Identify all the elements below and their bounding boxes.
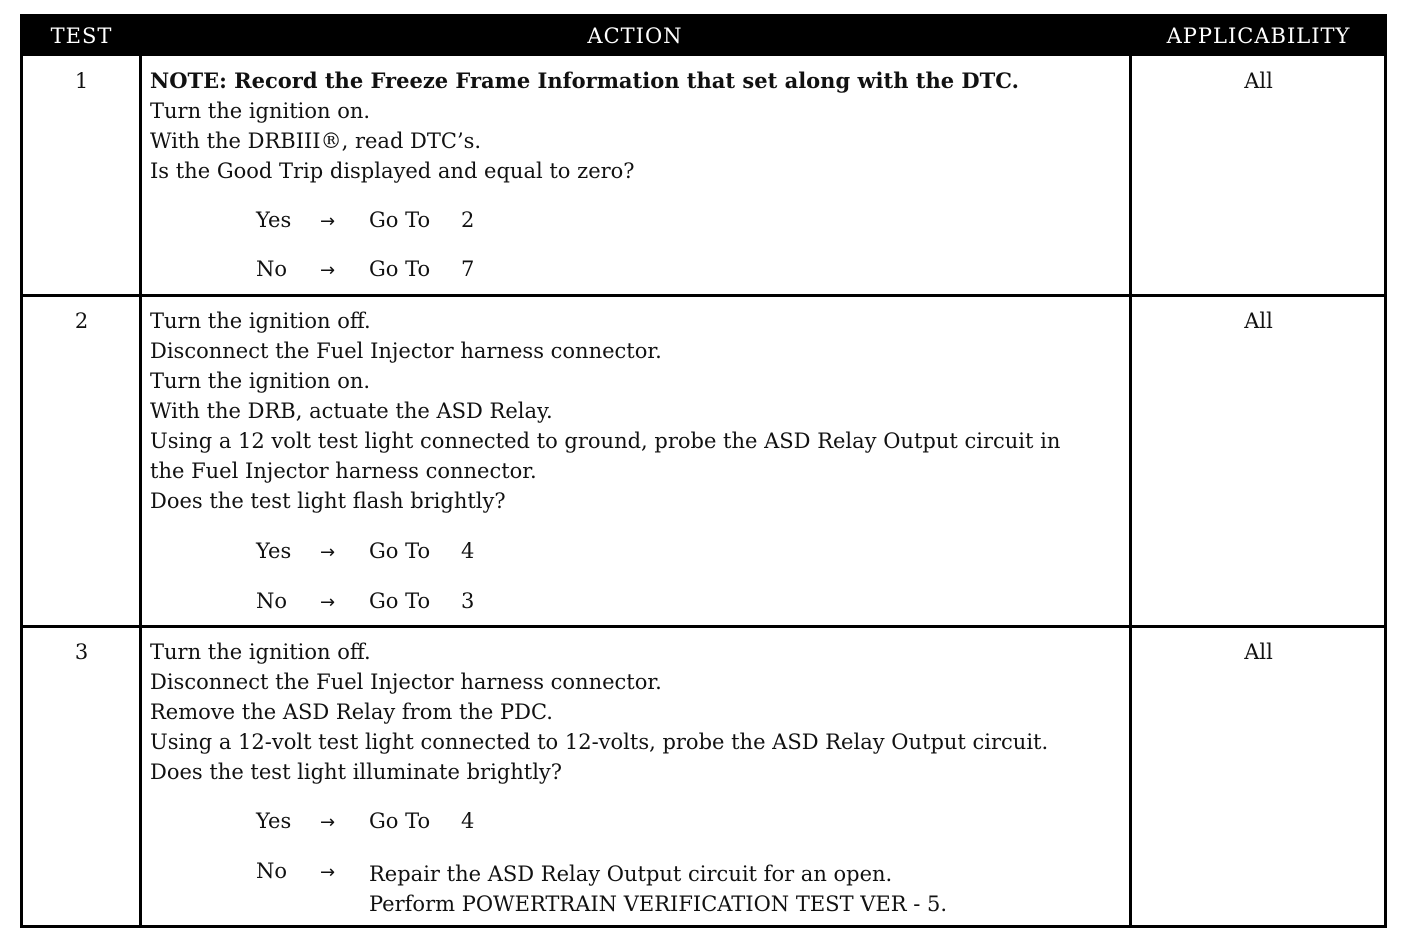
yes-branch [256,208,291,232]
table-header [23,17,1384,56]
goto-target: 7 [461,257,475,281]
arrow-icon: → [320,862,336,883]
yes-label: Yes [256,539,292,563]
arrow-icon: → [320,211,336,232]
arrow-icon: → [320,812,336,833]
step-line: Is the Good Trip displayed and equal to zero? [150,159,635,183]
goto-target: 2 [461,208,475,232]
goto-action: Go To [369,257,431,281]
applicability: All [1244,309,1273,333]
step-line: Using a 12 volt test light connected to ground, probe the ASD Relay Output circuit in [150,429,1061,453]
arrow-icon: → [320,592,336,613]
goto-target: 3 [461,589,475,613]
row-divider [23,294,1384,297]
header-action: ACTION [587,24,683,48]
step-line: Turn the ignition off. [150,309,371,333]
applicability: All [1244,69,1273,93]
yes-label: Yes [256,809,292,833]
step-line: Perform POWERTRAIN VERIFICATION TEST VER - 5. [369,892,948,916]
step-line: Turn the ignition off. [150,640,371,664]
step-line: Disconnect the Fuel Injector harness connector. [150,670,662,694]
goto-action: Go To [369,539,431,563]
repair-instructions [369,859,947,919]
goto-action: Go To [369,809,431,833]
step-line: Turn the ignition on. [150,369,371,393]
step-line: With the DRB, actuate the ASD Relay. [150,399,553,423]
test-number: 1 [74,69,89,93]
step-line: Does the test light illuminate brightly? [150,760,563,784]
diagnostic-test-table [20,14,1387,928]
test-number: 3 [74,640,89,664]
action-text [150,66,1019,186]
step-line: Repair the ASD Relay Output circuit for an open. [369,862,893,886]
applicability: All [1244,640,1273,664]
step-line: With the DRBIII®, read DTC’s. [150,129,482,153]
step-line: Disconnect the Fuel Injector harness connector. [150,339,662,363]
goto-action: Go To [369,208,431,232]
action-text [150,306,1060,516]
step-line: Remove the ASD Relay from the PDC. [150,700,553,724]
no-label: No [256,859,288,883]
step-line: Does the test light flash brightly? [150,489,506,513]
arrow-icon: → [320,542,336,563]
no-label: No [256,589,288,613]
goto-target: 4 [461,539,475,563]
step-line: the Fuel Injector harness connector. [150,459,537,483]
column-divider [139,56,142,925]
note-text: NOTE: Record the Freeze Frame Information that set along with the DTC. [150,68,1019,93]
no-label: No [256,257,288,281]
test-number: 2 [74,309,89,333]
column-divider [1129,56,1132,925]
goto-action: Go To [369,589,431,613]
arrow-icon: → [320,260,336,281]
step-line: Using a 12-volt test light connected to 12-volts, probe the ASD Relay Output circuit. [150,730,1049,754]
yes-label: Yes [256,208,292,232]
row-divider [23,625,1384,628]
goto-target: 4 [461,809,475,833]
header-applicability: APPLICABILITY [1166,24,1351,48]
header-test: TEST [50,24,113,48]
step-line: Turn the ignition on. [150,99,371,123]
action-text [150,637,1048,787]
